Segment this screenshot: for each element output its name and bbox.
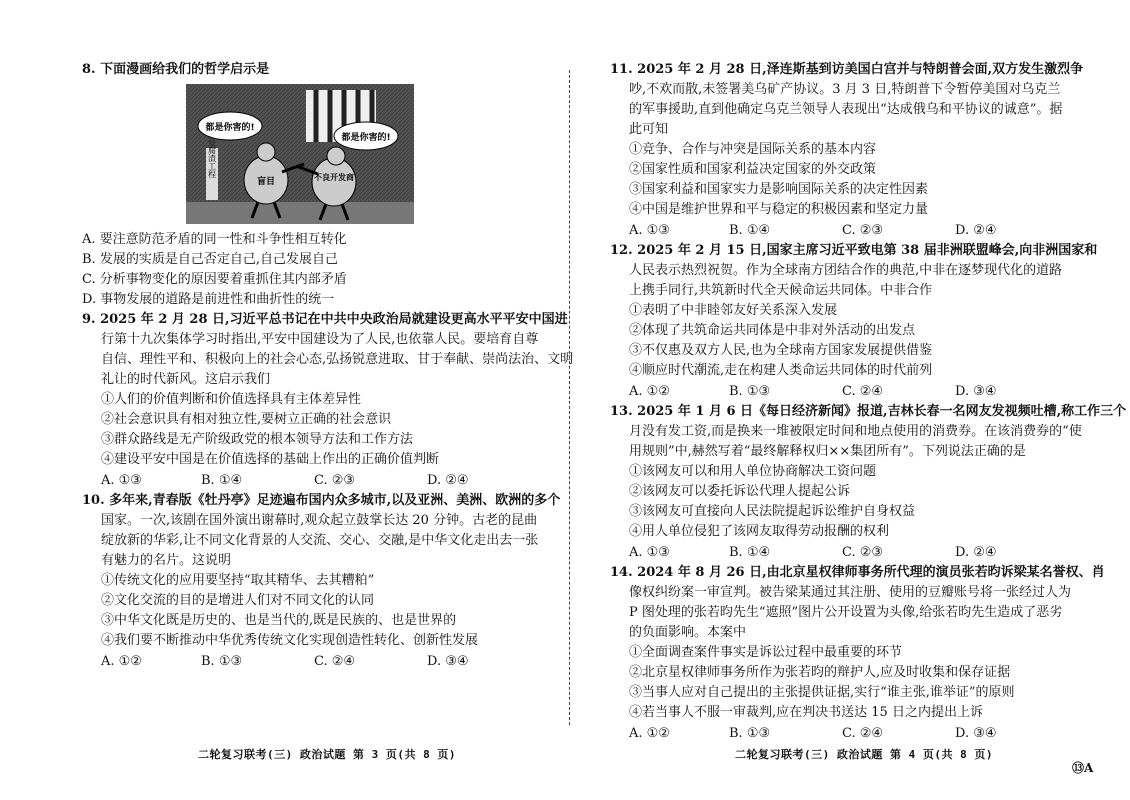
q12-choice-a: A. ①② — [629, 384, 670, 399]
q12-item-4: ④顺应时代潮流,走在构建人类命运共同体的时代前列 — [629, 363, 933, 378]
q13-choice-a: A. ①③ — [629, 545, 670, 560]
q10-stem-line-3: 绽放新的华彩,让不同文化背景的人交流、交心、交融,是中华文化走出去一张 — [101, 533, 539, 548]
label-right-text: 不良开发商 — [314, 173, 354, 182]
q12-item-1: ①表明了中非睦邻友好关系深入发展 — [629, 303, 838, 318]
q12-stem-line-3: 上携手同行,共筑新时代全天候命运共同体。中非合作 — [629, 283, 933, 298]
cartoon-image — [186, 84, 414, 224]
q11-stem-line-3: 的军事援助,直到他确定乌克兰领导人表现出“达成俄乌和平协议的诚意”。据 — [629, 102, 1063, 117]
q14-choice-a: A. ①② — [629, 726, 670, 741]
corner-mark: ⑬A — [1072, 761, 1094, 775]
q10-stem-line-4: 有魅力的名片。这说明 — [101, 553, 232, 568]
q13-choice-b: B. ①④ — [729, 545, 771, 560]
q8-option-b: B. 发展的实质是自己否定自己,自己发展自己 — [82, 252, 338, 267]
q14-stem-line-3: P 图处理的张若昀先生“遮照”图片公开设置为头像,给张若昀先生造成了恶劣 — [629, 605, 1063, 620]
q12-stem-line-2: 人民表示热烈祝贺。作为全球南方团结合作的典范,中非在逐梦现代化的道路 — [629, 263, 1063, 278]
page-divider — [569, 70, 570, 725]
q12-item-3: ③不仅惠及双方人民,也为全球南方国家发展提供借鉴 — [629, 343, 933, 358]
right-page — [610, 60, 1127, 744]
q13-stem-line-3: 用规则”中,赫然写着“最终解释权归××集团所有”。下列说法正确的是 — [629, 444, 1026, 459]
q12-choice-b: B. ①③ — [729, 384, 771, 399]
q10-choice-d: D. ③④ — [427, 654, 469, 669]
q13-item-3: ③该网友可直接向人民法院提起诉讼维护自身权益 — [629, 504, 916, 519]
bubble-right-text: 都是你害的! — [341, 133, 391, 143]
q13-item-4: ④用人单位侵犯了该网友取得劳动报酬的权利 — [629, 524, 890, 539]
q12-choices — [610, 381, 1066, 402]
q8-option-d: D. 事物发展的道路是前进性和曲折性的统一 — [82, 292, 335, 307]
q11-choice-c: C. ②③ — [842, 223, 884, 238]
q9-choice-d: D. ②④ — [427, 473, 469, 488]
q11-item-4: ④中国是维护世界和平与稳定的积极因素和坚定力量 — [629, 202, 929, 217]
q9-choice-c: C. ②③ — [314, 473, 356, 488]
q8-option-c: C. 分析事物变化的原因要着重抓住其内部矛盾 — [82, 272, 347, 287]
q9-choices — [82, 470, 544, 491]
q14-item-1: ①全面调查案件事实是诉讼过程中最重要的环节 — [629, 645, 903, 660]
side-text: 豆腐渣工程 — [207, 138, 217, 178]
q13-item-2: ②该网友可以委托诉讼代理人提起公诉 — [629, 484, 851, 499]
q12-choice-d: D. ③④ — [955, 384, 997, 399]
q9-item-4: ④建设平安中国是在价值选择的基础上作出的正确价值判断 — [101, 452, 440, 467]
q11-item-2: ②国家性质和国家利益决定国家的外交政策 — [629, 162, 877, 177]
q13-choice-c: C. ②③ — [842, 545, 884, 560]
q14-stem-line-4: 的负面影响。本案中 — [629, 625, 747, 640]
q11-item-1: ①竞争、合作与冲突是国际关系的基本内容 — [629, 142, 877, 157]
q10-choice-b: B. ①③ — [201, 654, 243, 669]
q13-item-1: ①该网友可以和用人单位协商解决工资问题 — [629, 464, 877, 479]
q12-item-2: ②体现了共筑命运共同体是中非对外活动的出发点 — [629, 323, 916, 338]
left-page-footer: 二轮复习联考(三) 政治试题 第 3 页(共 8 页) — [198, 748, 456, 761]
q9-item-1: ①人们的价值判断和价值选择具有主体差异性 — [101, 392, 362, 407]
q9-item-2: ②社会意识具有相对独立性,要树立正确的社会意识 — [101, 412, 392, 427]
q14-choice-d: D. ③④ — [955, 726, 997, 741]
q11-stem-line-1: 11. 2025 年 2 月 28 日,泽连斯基到访美国白宫并与特朗普会面,双方发生激烈争 — [610, 62, 1084, 77]
q10-stem-line-2: 国家。一次,该剧在国外演出谢幕时,观众起立鼓掌长达 20 分钟。古老的昆曲 — [101, 513, 538, 528]
q10-choices — [82, 651, 544, 672]
q11-choices — [610, 220, 1066, 241]
q13-choices — [610, 542, 1066, 563]
q10-choice-a: A. ①② — [101, 654, 142, 669]
q10-stem-line-1: 10. 多年来,青春版《牡丹亭》足迹遍布国内众多城市,以及亚洲、美洲、欧洲的多个 — [82, 493, 561, 508]
q8-stem: 8. 下面漫画给我们的哲学启示是 — [82, 62, 270, 77]
q9-stem-line-1: 9. 2025 年 2 月 28 日,习近平总书记在中共中央政治局就建设更高水平平安中国进 — [82, 312, 568, 327]
q9-stem-line-3: 自信、理性平和、积极向上的社会心态,弘扬锐意进取、甘于奉献、崇尚法治、文明 — [101, 352, 574, 367]
q11-item-3: ③国家利益和国家实力是影响国际关系的决定性因素 — [629, 182, 929, 197]
q12-stem-line-1: 12. 2025 年 2 月 15 日,国家主席习近平致电第 38 届非洲联盟峰会,向非洲国家和 — [610, 243, 1098, 258]
q14-stem-line-1: 14. 2024 年 8 月 26 日,由北京星权律师事务所代理的演员张若昀诉梁某名誉权、肖 — [610, 565, 1105, 580]
q14-choice-c: C. ②④ — [842, 726, 884, 741]
q13-stem-line-2: 月没有发工资,而是换来一堆被限定时间和地点使用的消费券。在该消费券的“使 — [629, 424, 1082, 439]
q11-choice-b: B. ①④ — [729, 223, 771, 238]
cartoon-drawing — [186, 84, 414, 224]
q9-choice-b: B. ①④ — [201, 473, 243, 488]
q14-stem-line-2: 像权纠纷案一审宣判。被告梁某通过其注册、使用的豆瓣账号将一张经过人为 — [629, 585, 1072, 600]
left-page — [82, 60, 574, 672]
q11-stem-line-4: 此可知 — [629, 122, 669, 137]
q13-stem-line-1: 13. 2025 年 1 月 6 日《每日经济新闻》报道,吉林长春一名网友发视频吐槽,称工作三个 — [610, 404, 1127, 419]
q9-item-3: ③群众路线是无产阶级政党的根本领导方法和工作方法 — [101, 432, 414, 447]
q14-choices — [610, 723, 1066, 744]
q12-choice-c: C. ②④ — [842, 384, 884, 399]
q9-stem-line-2: 行第十九次集体学习时指出,平安中国建设为了人民,也依靠人民。要培育自尊 — [101, 332, 539, 347]
q11-stem-line-2: 吵,不欢而散,未签署美乌矿产协议。3 月 3 日,特朗普下令暂停美国对乌克兰 — [629, 82, 1061, 97]
q10-item-2: ②文化交流的目的是增进人们对不同文化的认同 — [101, 593, 375, 608]
q11-choice-d: D. ②④ — [955, 223, 997, 238]
q10-item-4: ④我们要不断推动中华优秀传统文化实现创造性转化、创新性发展 — [101, 633, 479, 648]
label-left-text: 盲目 — [256, 177, 276, 187]
q14-item-4: ④若当事人不服一审裁判,应在判决书送达 15 日之内提出上诉 — [629, 705, 983, 720]
q10-item-3: ③中华文化既是历史的、也是当代的,既是民族的、也是世界的 — [101, 613, 457, 628]
q11-choice-a: A. ①③ — [629, 223, 670, 238]
q9-choice-a: A. ①③ — [101, 473, 142, 488]
right-page-footer: 二轮复习联考(三) 政治试题 第 4 页(共 8 页) — [735, 748, 993, 761]
q14-choice-b: B. ①③ — [729, 726, 771, 741]
q9-stem-line-4: 礼让的时代新风。这启示我们 — [101, 372, 271, 387]
q14-item-3: ③当事人应对自己提出的主张提供证据,实行“谁主张,谁举证”的原则 — [629, 685, 1015, 700]
bubble-left-text: 都是你害的! — [205, 123, 255, 133]
q14-item-2: ②北京星权律师事务所作为张若昀的辩护人,应及时收集和保存证据 — [629, 665, 1011, 680]
q13-choice-d: D. ②④ — [955, 545, 997, 560]
q10-item-1: ①传统文化的应用要坚持“取其精华、去其糟粕” — [101, 573, 375, 588]
q8-option-a: A. 要注意防范矛盾的同一性和斗争性相互转化 — [82, 232, 347, 247]
q10-choice-c: C. ②④ — [314, 654, 356, 669]
